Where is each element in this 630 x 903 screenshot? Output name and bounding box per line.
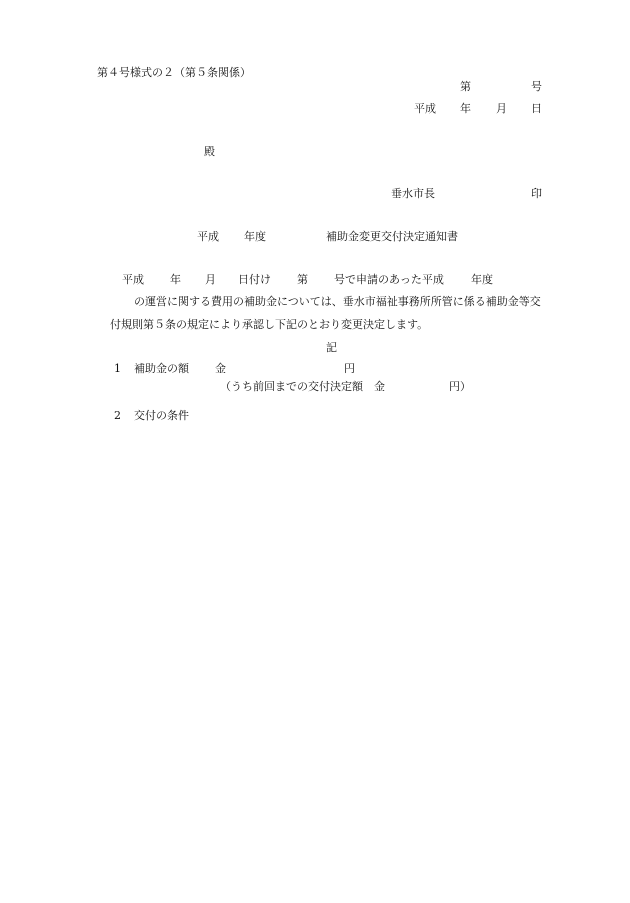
- date-month: 月: [496, 102, 507, 115]
- body-dai: 第: [297, 273, 308, 286]
- issuer-seal: 印: [531, 187, 542, 200]
- ki-heading: 記: [326, 341, 337, 354]
- form-number: 第４号様式の２（第５条関係）: [97, 66, 251, 79]
- body-month: 月: [205, 273, 216, 286]
- title-heisei: 平成: [197, 230, 219, 243]
- issuer-mayor: 垂水市長: [391, 187, 435, 200]
- body-go: 号で申請のあった平成: [334, 273, 444, 286]
- item-1-previous-amount: （うち前回までの交付決定額 金: [220, 380, 385, 393]
- document-title: 補助金変更交付決定通知書: [326, 230, 458, 243]
- title-nendo: 年度: [244, 230, 266, 243]
- item-1-en: 円: [344, 362, 355, 375]
- date-heisei: 平成: [414, 102, 436, 115]
- date-day: 日: [531, 102, 542, 115]
- body-heisei: 平成: [122, 273, 144, 286]
- item-2-number: 2: [114, 409, 121, 422]
- date-year: 年: [460, 102, 471, 115]
- body-line-2: の運営に関する費用の補助金については、垂水市福祉事務所所管に係る補助金等交: [134, 295, 541, 308]
- item-1-number: 1: [114, 362, 121, 375]
- item-1-previous-en: 円）: [449, 380, 471, 393]
- item-2-label: 交付の条件: [134, 409, 189, 422]
- item-1-kin: 金: [215, 362, 226, 375]
- body-nendo: 年度: [471, 273, 493, 286]
- doc-number-go: 号: [531, 80, 542, 93]
- body-dated: 日付け: [238, 273, 271, 286]
- doc-number-dai: 第: [460, 80, 471, 93]
- item-1-label: 補助金の額: [134, 362, 189, 375]
- addressee-dono: 殿: [204, 145, 215, 158]
- body-line-3: 付規則第５条の規定により承認し下記のとおり変更決定します。: [110, 318, 429, 331]
- body-year: 年: [170, 273, 181, 286]
